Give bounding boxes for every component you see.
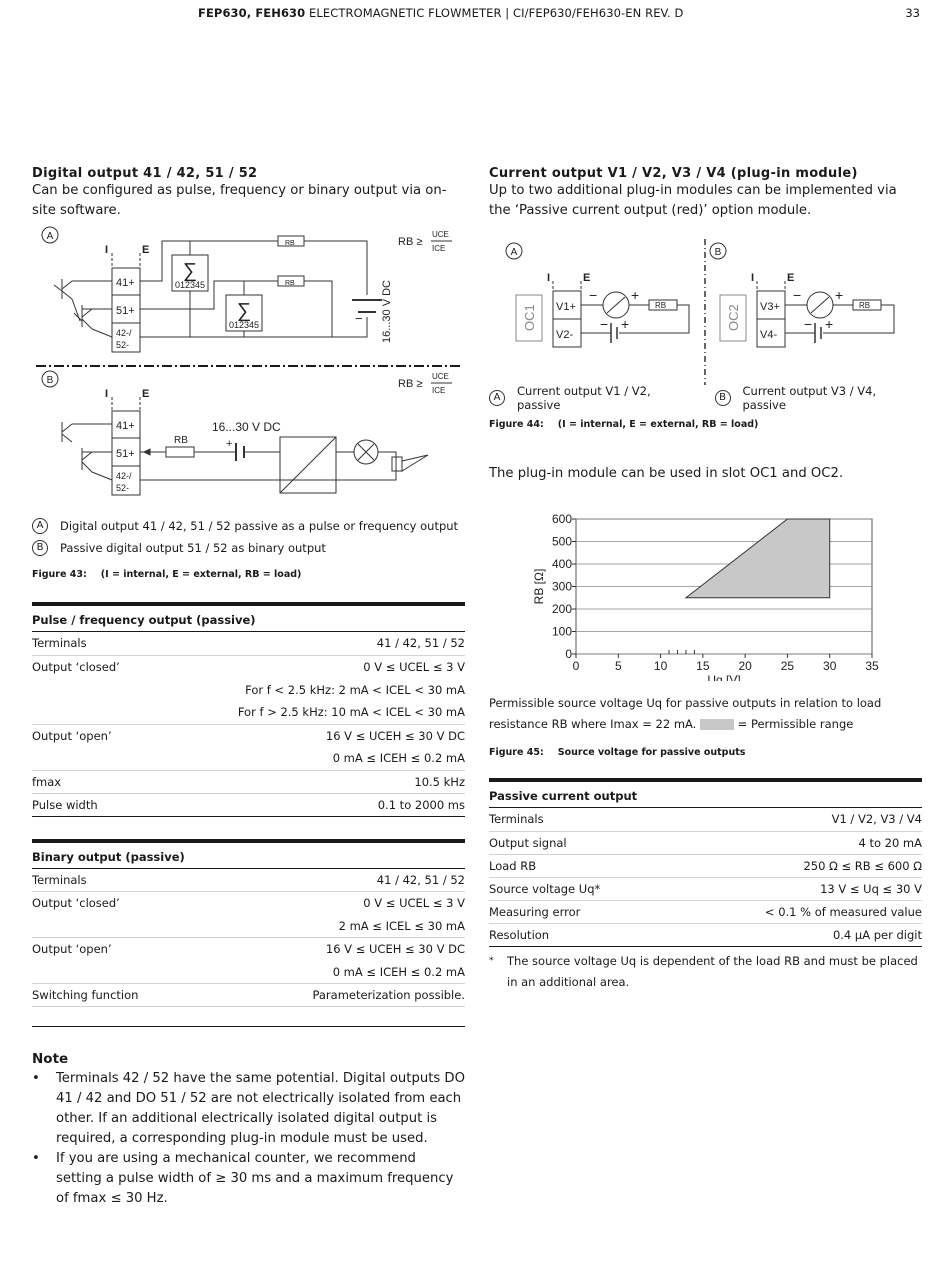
figure-44-caption [489,419,922,430]
row-key: Output ‘open’ [32,728,112,743]
legend-b [32,539,465,557]
row-key: fmax [32,770,153,793]
row-spacer [32,1007,210,1027]
row-value: 0 mA ≤ ICEH ≤ 0.2 mA [153,747,465,770]
note-list [32,1069,465,1209]
svg-text:OC2: OC2 [726,304,741,331]
row-value: 4 to 20 mA [669,831,923,854]
row-key: Resolution [489,923,669,946]
table-row [32,770,465,793]
row-key [32,701,153,724]
right-column [489,166,922,993]
row-value: 0 V ≤ UCEL ≤ 3 V [363,896,465,911]
svg-text:52-: 52- [116,340,130,350]
svg-text:V2-: V2- [556,329,574,341]
table-row [32,938,465,961]
table-row [489,808,922,831]
svg-text:−: − [355,311,363,326]
svg-text:I: I [751,272,755,284]
chart-caption-line2-post: = Permissible range [737,717,854,731]
svg-text:−: − [793,287,802,303]
permissible-range-swatch [700,719,734,730]
svg-text:012345: 012345 [174,280,206,290]
svg-text:OC1: OC1 [522,304,537,331]
chart-y-tick-label: 0 [565,647,572,661]
figure-45-caption [489,747,922,758]
table-row [32,892,465,915]
table-row [32,869,465,892]
row-key [32,915,210,938]
svg-text:012345: 012345 [228,320,260,330]
label-b-circle: B [32,540,48,556]
header-product: FEP630, FEH630 [198,6,306,20]
row-key: Measuring error [489,900,669,923]
page-number: 33 [905,6,920,20]
row-value: 0.4 µA per digit [669,923,923,946]
svg-text:RB: RB [285,280,295,287]
svg-text:ICE: ICE [432,244,446,253]
chart-caption-line2 [489,714,922,735]
row-key: Switching function [32,984,210,1007]
svg-text:41+: 41+ [116,420,135,432]
svg-text:ICE: ICE [432,386,446,395]
row-value: 16 V ≤ UCEH ≤ 30 V DC [325,728,465,743]
footnote-text: The source voltage Uq is dependent of the load RB and must be placed in an additional area. [507,953,918,989]
chart-y-tick-label: 200 [551,602,572,616]
svg-text:+: + [835,287,844,303]
legend-a [32,517,465,535]
current-legend-b: Current output V3 / V4, passive [742,384,877,412]
svg-text:E: E [787,272,795,284]
svg-text:+: + [226,438,233,450]
svg-text:+: + [631,287,640,303]
label-b-circle: B [715,390,731,406]
row-value: Parameterization possible. [210,984,465,1007]
figure-43-number: Figure 43: [32,569,87,580]
svg-text:B: B [714,247,722,258]
label-a-circle: A [489,390,505,406]
figure-45-number: Figure 45: [489,747,544,758]
chart-caption-line1: Permissible source voltage Uq for passive outputs in relation to load [489,696,882,710]
row-value: 16 V ≤ UCEH ≤ 30 V DC [325,942,465,957]
row-value: For f > 2.5 kHz: 10 mA < ICEL < 30 mA [153,701,465,724]
source-voltage-chart [489,511,922,681]
figure-45-text: Source voltage for passive outputs [557,747,746,758]
label-a-circle: A [32,518,48,534]
row-value: 13 V ≤ Uq ≤ 30 V [669,877,923,900]
table-row [32,1007,465,1027]
svg-text:RB ≥: RB ≥ [398,236,423,248]
row-key: Source voltage Uq* [489,877,669,900]
legend-a-text: Digital output 41 / 42, 51 / 52 passive as a pulse or frequency output [60,519,459,533]
svg-text:16...30 V DC: 16...30 V DC [212,420,281,434]
chart-x-tick-label: 0 [572,659,580,673]
passive-table-caption: Passive current output [489,778,922,808]
svg-text:RB: RB [655,301,667,310]
svg-text:A: A [46,231,54,242]
table-row [32,793,465,816]
current-output-lead: Up to two additional plug-in modules can be implemented via the ‘Passive current output (red)’ option module. [489,183,897,218]
svg-text:+: + [621,316,630,332]
row-key [32,961,210,984]
svg-text:52-: 52- [116,483,130,493]
row-value: For f < 2.5 kHz: 2 mA < ICEL < 30 mA [245,682,465,697]
table-row [489,877,922,900]
row-value: 41 / 42, 51 / 52 [153,632,465,655]
row-key: Output ‘open’ [32,942,112,957]
chart-x-tick-label: 10 [653,659,668,673]
chart-x-tick-label: 15 [696,659,710,673]
chart-x-tick-label: 35 [865,659,879,673]
row-key: Terminals [32,632,153,655]
chart-caption [489,693,922,735]
svg-text:−: − [589,287,598,303]
binary-output-table [32,839,465,1028]
passive-current-table [489,778,922,947]
svg-text:42-/: 42-/ [116,328,132,338]
svg-text:V3+: V3+ [760,301,780,313]
table-row [32,678,465,701]
svg-text:51+: 51+ [116,448,135,460]
table-row [32,632,465,655]
row-key: Output ‘closed’ [32,896,120,911]
pulse-table-caption: Pulse / frequency output (passive) [32,602,465,632]
svg-text:16...30 V DC: 16...30 V DC [381,280,393,343]
svg-text:RB: RB [174,435,188,446]
chart-y-tick-label: 300 [551,579,572,594]
footnote-star: * [489,955,494,966]
current-legend [489,384,922,412]
svg-text:E: E [142,388,150,400]
plugin-slot-text: The plug-in module can be used in slot OC1 and OC2. [489,466,844,481]
row-spacer [210,1007,465,1027]
figure-44-text: (I = internal, E = external, RB = load) [557,419,759,430]
chart-x-tick-label: 30 [823,659,837,673]
chart-y-axis-label: RB [Ω] [532,568,546,605]
table-row [32,747,465,770]
pulse-frequency-table [32,602,465,817]
row-value: 250 Ω ≤ RB ≤ 600 Ω [669,854,923,877]
row-value: 0 mA ≤ ICEH ≤ 0.2 mA [210,961,465,984]
table-row [489,854,922,877]
svg-text:E: E [583,272,591,284]
row-key [32,678,153,701]
chart-caption-line2-pre: resistance RB where Imax = 22 mA. [489,717,697,731]
row-value: 2 mA ≤ ICEL ≤ 30 mA [210,915,465,938]
table-row [32,961,465,984]
table-row [32,655,465,678]
chart-y-tick-label: 100 [551,624,572,639]
svg-text:I: I [547,272,551,284]
svg-text:RB: RB [285,240,295,247]
chart-y-tick-label: 500 [551,534,572,549]
row-value: 41 / 42, 51 / 52 [210,869,465,892]
svg-text:41+: 41+ [116,277,135,289]
left-column [32,166,465,1209]
svg-text:RB ≥: RB ≥ [398,378,423,390]
table-row [32,915,465,938]
row-key: Output ‘closed’ [32,659,120,674]
svg-text:UCE: UCE [432,372,449,381]
figure-43-text: (I = internal, E = external, RB = load) [100,569,302,580]
chart-y-tick-label: 600 [551,512,572,526]
svg-text:A: A [510,247,518,258]
row-key: Load RB [489,854,669,877]
svg-text:∑: ∑ [236,300,252,322]
svg-text:−: − [600,316,609,332]
svg-text:42-/: 42-/ [116,471,132,481]
row-key: Pulse width [32,793,153,816]
footnote [489,951,922,993]
svg-text:51+: 51+ [116,305,135,317]
chart-y-tick-label: 400 [551,557,572,571]
legend-b-text: Passive digital output 51 / 52 as binary output [60,541,326,555]
svg-text:V1+: V1+ [556,301,576,313]
svg-text:∑: ∑ [182,260,198,282]
binary-table-caption: Binary output (passive) [32,839,465,869]
source-voltage-chart-wrap [489,511,922,685]
table-row [32,701,465,724]
note-item: • If you are using a mechanical counter, we recommend setting a pulse width of ≥ 30 ms and a maximum frequency of fmax ≤ 30 Hz. [32,1149,465,1209]
row-value: 0 V ≤ UCEL ≤ 3 V [363,659,465,674]
row-key: Terminals [32,869,210,892]
row-value: 0.1 to 2000 ms [153,793,465,816]
header-title: ELECTROMAGNETIC FLOWMETER | CI/FEP630/FEH630-EN REV. D [305,6,684,20]
chart-x-tick-label: 5 [614,659,622,673]
svg-text:−: − [804,316,813,332]
svg-text:E: E [142,244,150,256]
note-item: • Terminals 42 / 52 have the same potential. Digital outputs DO 41 / 42 and DO 51 / 52 are not electrically isolated from each other. If an additional electrically isolated digital output is required, a corresponding plug-in module must be used. [32,1069,465,1149]
table-row [489,923,922,946]
svg-text:V4-: V4- [760,329,778,341]
row-key [32,747,153,770]
table-row [489,900,922,923]
digital-output-diagram [32,225,465,509]
table-row [32,724,465,747]
svg-text:UCE: UCE [432,230,449,239]
note-block [32,1051,465,1209]
current-output-diagram [489,239,922,385]
row-value: V1 / V2, V3 / V4 [669,808,923,831]
table-row [32,984,465,1007]
figure-44-number: Figure 44: [489,419,544,430]
chart-x-axis-label: Uq [V] [707,673,741,681]
chart-x-tick-label: 25 [780,659,795,673]
figure-43-caption [32,569,465,580]
svg-text:+: + [825,316,834,332]
chart-x-tick-label: 20 [738,659,752,673]
svg-text:I: I [105,388,109,400]
digital-output-heading: Digital output 41 / 42, 51 / 52 [32,166,258,181]
current-legend-a: Current output V1 / V2, passive [517,384,651,412]
row-value: 10.5 kHz [153,770,465,793]
row-key: Terminals [489,808,669,831]
svg-text:RB: RB [859,301,871,310]
page-header [198,6,684,20]
note-heading: Note [32,1051,69,1067]
table-row [489,831,922,854]
current-output-heading: Current output V1 / V2, V3 / V4 (plug-in module) [489,166,858,181]
row-key: Output signal [489,831,669,854]
svg-text:B: B [46,375,54,386]
svg-text:I: I [105,244,109,256]
row-value: < 0.1 % of measured value [669,900,923,923]
digital-output-lead: Can be configured as pulse, frequency or binary output via on-site software. [32,183,447,218]
